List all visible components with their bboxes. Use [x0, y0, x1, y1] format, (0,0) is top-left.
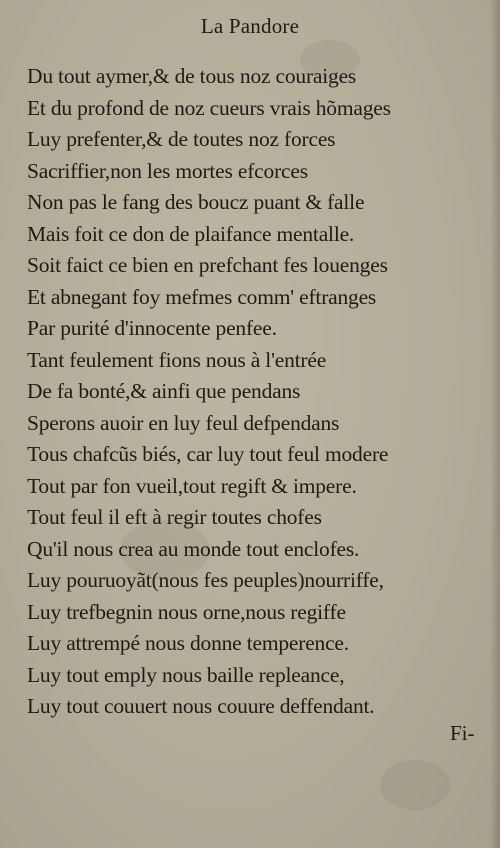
poem-line: Par purité d'innocente penfee. — [27, 316, 277, 340]
poem-line: Tout par fon vueil,tout regift & impere. — [27, 473, 357, 498]
poem-line: Luy tout emply nous baille repleance, — [27, 662, 345, 687]
poem-line: Qu'il nous crea au monde tout enclofes. — [27, 536, 360, 561]
poem-line: Non pas le fang des boucz puant & falle — [27, 190, 365, 214]
poem-line: Luy attrempé nous donne temperence. — [27, 631, 349, 655]
poem-line: Soit faict ce bien en prefchant fes louenges — [27, 253, 388, 277]
poem-line: Mais foit ce don de plaifance mentalle. — [27, 221, 355, 246]
poem-line: De fa bonté,& ainfi que pendans — [27, 379, 301, 403]
poem-line: Tant feulement fions nous à l'entrée — [27, 347, 327, 372]
running-head: La Pandore — [200, 14, 300, 38]
poem-line: Et abnegant foy mefmes comm' eftranges — [27, 284, 377, 309]
poem-line: Tous chafcũs biés, car luy tout feul modere — [27, 442, 389, 466]
poem-line: Luy prefenter,& de toutes noz forces — [27, 127, 336, 151]
poem-line: Sacriffier,non les mortes efcorces — [27, 158, 308, 183]
poem-line: Tout feul il eft à regir toutes chofes — [27, 505, 322, 529]
poem-line: Du tout aymer,& de tous noz couraiges — [27, 64, 357, 88]
catchword: Fi- — [450, 721, 475, 745]
poem-line: Sperons auoir en luy feul defpendans — [27, 410, 340, 435]
poem-line: Luy pouruoyãt(nous fes peuples)nourriffe, — [27, 568, 384, 592]
poem-line: Et du profond de noz cueurs vrais hõmages — [27, 95, 391, 120]
poem-line: Luy tout couuert nous couure deffendant. — [27, 694, 375, 718]
poem-line: Luy trefbegnin nous orne,nous regiffe — [27, 599, 346, 624]
page-edge-shadow — [490, 0, 500, 848]
paper-stain — [380, 760, 450, 810]
poem-text — [27, 61, 487, 723]
